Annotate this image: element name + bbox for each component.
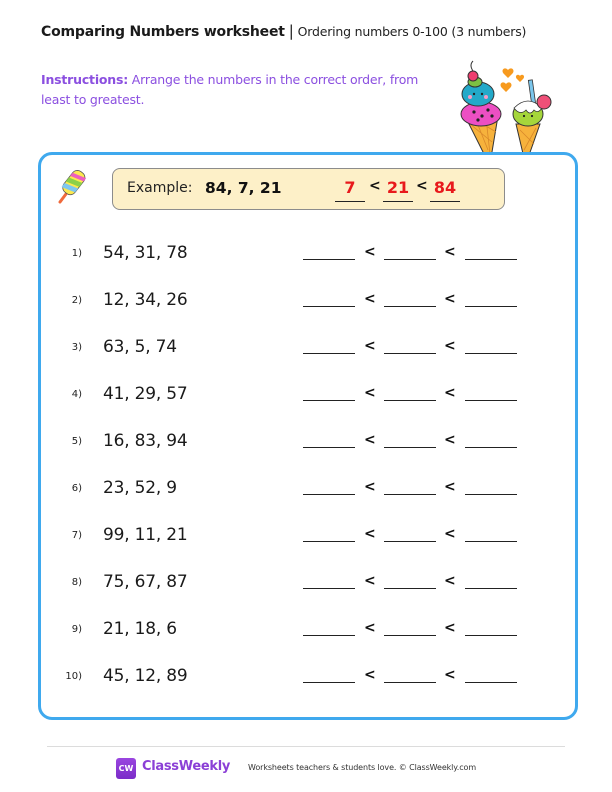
example-answer-3: 84	[430, 177, 460, 202]
less-than-symbol: <	[444, 667, 456, 683]
example-answer-1: 7	[335, 177, 365, 202]
answer-blank-1[interactable]	[303, 541, 355, 542]
less-than-symbol: <	[444, 244, 456, 260]
answer-blank-1[interactable]	[303, 588, 355, 589]
less-than-symbol: <	[444, 432, 456, 448]
instructions-label: Instructions:	[41, 72, 129, 87]
problem-row	[0, 616, 612, 646]
problem-number: 7)	[71, 530, 82, 541]
problem-number: 8)	[71, 577, 82, 588]
title-separator: |	[288, 22, 294, 40]
less-than-symbol: <	[416, 178, 428, 194]
problem-row	[0, 287, 612, 317]
problem-row	[0, 569, 612, 599]
problem-number: 9)	[71, 624, 82, 635]
problem-row	[0, 240, 612, 270]
problem-number: 6)	[71, 483, 82, 494]
problem-row	[0, 475, 612, 505]
answer-blank-2[interactable]	[384, 447, 436, 448]
answer-blank-3[interactable]	[465, 400, 517, 401]
less-than-symbol: <	[364, 667, 376, 683]
less-than-symbol: <	[444, 573, 456, 589]
popsicle-icon	[54, 168, 88, 206]
problem-number: 5)	[71, 436, 82, 447]
example-label: Example:	[127, 180, 193, 196]
example-numbers: 84, 7, 21	[205, 179, 282, 197]
answer-blank-1[interactable]	[303, 353, 355, 354]
answer-blank-3[interactable]	[465, 635, 517, 636]
answer-blank-3[interactable]	[465, 588, 517, 589]
problem-row	[0, 381, 612, 411]
less-than-symbol: <	[444, 338, 456, 354]
less-than-symbol: <	[364, 291, 376, 307]
worksheet-subtitle: Ordering numbers 0-100 (3 numbers)	[297, 24, 527, 39]
less-than-symbol: <	[444, 620, 456, 636]
answer-blank-2[interactable]	[384, 635, 436, 636]
problem-values: 54, 31, 78	[103, 243, 188, 263]
answer-blank-1[interactable]	[303, 259, 355, 260]
problem-values: 12, 34, 26	[103, 290, 188, 310]
answer-blank-1[interactable]	[303, 400, 355, 401]
less-than-symbol: <	[364, 385, 376, 401]
problem-number: 10)	[65, 671, 82, 682]
problem-values: 63, 5, 74	[103, 337, 177, 357]
footer-tagline: Worksheets teachers & students love. © ClassWeekly.com	[248, 763, 477, 772]
problem-row	[0, 663, 612, 693]
answer-blank-3[interactable]	[465, 259, 517, 260]
less-than-symbol: <	[369, 178, 381, 194]
answer-blank-2[interactable]	[384, 306, 436, 307]
less-than-symbol: <	[364, 620, 376, 636]
worksheet-title: Comparing Numbers worksheet	[41, 24, 285, 40]
worksheet-header	[41, 22, 526, 40]
answer-blank-2[interactable]	[384, 353, 436, 354]
example-box	[112, 168, 505, 210]
answer-blank-2[interactable]	[384, 588, 436, 589]
ice-cream-cones-icon	[426, 58, 566, 158]
less-than-symbol: <	[364, 244, 376, 260]
brand-name: ClassWeekly	[142, 759, 231, 774]
answer-blank-1[interactable]	[303, 635, 355, 636]
problem-number: 4)	[71, 389, 82, 400]
example-answer-2: 21	[383, 177, 413, 202]
problem-row	[0, 334, 612, 364]
answer-blank-3[interactable]	[465, 447, 517, 448]
answer-blank-2[interactable]	[384, 682, 436, 683]
less-than-symbol: <	[364, 526, 376, 542]
classweekly-logo-icon: CW	[116, 758, 136, 779]
less-than-symbol: <	[444, 385, 456, 401]
problem-values: 45, 12, 89	[103, 666, 188, 686]
less-than-symbol: <	[364, 479, 376, 495]
problem-values: 99, 11, 21	[103, 525, 188, 545]
answer-blank-1[interactable]	[303, 306, 355, 307]
problem-values: 16, 83, 94	[103, 431, 188, 451]
answer-blank-3[interactable]	[465, 541, 517, 542]
answer-blank-1[interactable]	[303, 447, 355, 448]
answer-blank-3[interactable]	[465, 306, 517, 307]
less-than-symbol: <	[444, 291, 456, 307]
less-than-symbol: <	[444, 479, 456, 495]
problem-number: 2)	[71, 295, 82, 306]
answer-blank-1[interactable]	[303, 682, 355, 683]
problem-values: 21, 18, 6	[103, 619, 177, 639]
answer-blank-2[interactable]	[384, 259, 436, 260]
instructions-text: Arrange the numbers in the correct order, from least to greatest.	[41, 72, 419, 107]
problem-values: 41, 29, 57	[103, 384, 188, 404]
footer-divider	[47, 746, 565, 747]
answer-blank-1[interactable]	[303, 494, 355, 495]
answer-blank-3[interactable]	[465, 494, 517, 495]
instructions	[41, 70, 421, 110]
problem-row	[0, 428, 612, 458]
problem-row	[0, 522, 612, 552]
answer-blank-2[interactable]	[384, 541, 436, 542]
answer-blank-2[interactable]	[384, 400, 436, 401]
problem-values: 23, 52, 9	[103, 478, 177, 498]
problem-number: 3)	[71, 342, 82, 353]
less-than-symbol: <	[364, 432, 376, 448]
less-than-symbol: <	[444, 526, 456, 542]
problem-values: 75, 67, 87	[103, 572, 188, 592]
answer-blank-2[interactable]	[384, 494, 436, 495]
problem-number: 1)	[71, 248, 82, 259]
answer-blank-3[interactable]	[465, 682, 517, 683]
less-than-symbol: <	[364, 338, 376, 354]
answer-blank-3[interactable]	[465, 353, 517, 354]
less-than-symbol: <	[364, 573, 376, 589]
